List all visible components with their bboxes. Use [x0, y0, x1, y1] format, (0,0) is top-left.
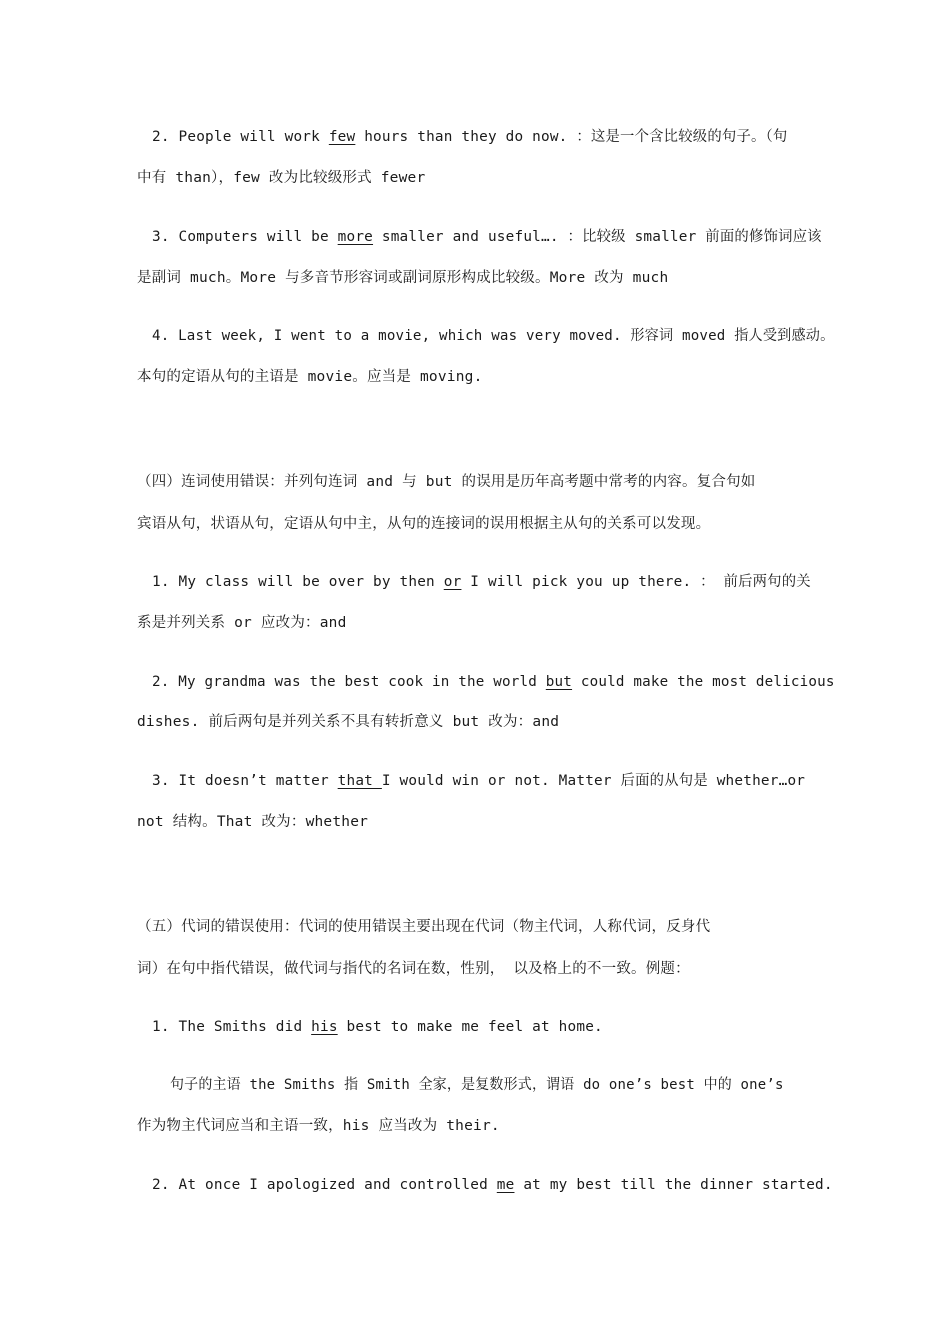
adj-item-3-line-1 [152, 227, 835, 247]
adj-item-4-line-2: 本句的定语从句的主语是 movie。应当是 moving. [137, 369, 483, 385]
text-segment: could make the most delicious [572, 674, 835, 690]
adj-item-2-line-2: 中有 than），few 改为比较级形式 fewer [137, 170, 426, 186]
text-segment: 1. My class will be over by then [152, 574, 444, 590]
underlined-word: or [443, 574, 462, 590]
text-segment: 3. Computers will be [152, 229, 338, 245]
pron-heading-line-2: 词）在句中指代错误，做代词与指代的名词在数，性别， 以及格上的不一致。例题： [137, 961, 690, 977]
text-segment: 1. The Smiths did [152, 1019, 312, 1035]
text-segment: 2. People will work [152, 129, 329, 145]
conj-item-3-line-2: not 结构。That 改为：whether [137, 814, 369, 830]
underlined-word: few [328, 129, 356, 145]
pron-item-1-line-1 [152, 1017, 835, 1037]
pron-heading-line-1: （五）代词的错误使用：代词的使用错误主要出现在代词（物主代词，人称代词，反身代 [137, 919, 711, 935]
conj-item-1-line-1 [152, 572, 835, 592]
pron-item-2-line-1 [152, 1175, 835, 1195]
conj-item-3-line-1 [152, 771, 835, 791]
adj-item-2-line-1 [152, 127, 835, 147]
underlined-word: me [496, 1177, 515, 1193]
text-segment: I would win or not. Matter 后面的从句是 whether…or [381, 773, 806, 789]
underlined-word: his [311, 1019, 338, 1035]
conj-heading-line-2: 宾语从句，状语从句，定语从句中主，从句的连接词的误用根据主从句的关系可以发现。 [137, 516, 711, 532]
conj-heading-line-1: （四）连词使用错误：并列句连词 and 与 but 的误用是历年高考题中常考的内容。复合句如 [137, 474, 756, 490]
underlined-word: more [337, 229, 374, 245]
text-segment: smaller and useful…. ：比较级 smaller 前面的修饰词应该 [373, 229, 822, 245]
text-segment: I will pick you up there. ： 前后两句的关 [461, 574, 811, 590]
text-segment: 2. My grandma was the best cook in the world [152, 674, 546, 690]
pron-note-line-1: 句子的主语 the Smiths 指 Smith 全家，是复数形式，谓语 do one’s best 中的 one’s [170, 1077, 784, 1093]
conj-item-2-line-1 [152, 672, 835, 692]
underlined-word: but [545, 674, 573, 690]
text-segment: at my best till the dinner started. [514, 1177, 833, 1193]
text-segment: hours than they do now. ：这是一个含比较级的句子。（句 [355, 129, 788, 145]
conj-item-1-line-2: 系是并列关系 or 应改为：and [137, 615, 347, 631]
text-segment: 3. It doesn’t matter [152, 773, 338, 789]
underlined-word: that [337, 773, 382, 789]
text-segment: best to make me feel at home. [337, 1019, 603, 1035]
adj-item-4-line-1: 4. Last week, I went to a movie, which was very moved. 形容词 moved 指人受到感动。 [152, 328, 835, 344]
adj-item-3-line-2: 是副词 much。More 与多音节形容词或副词原形构成比较级。More 改为 much [137, 270, 669, 286]
conj-item-2-line-2: dishes. 前后两句是并列关系不具有转折意义 but 改为：and [137, 714, 560, 730]
pron-note-line-2: 作为物主代词应当和主语一致，his 应当改为 their. [137, 1118, 500, 1134]
text-segment: 2. At once I apologized and controlled [152, 1177, 497, 1193]
